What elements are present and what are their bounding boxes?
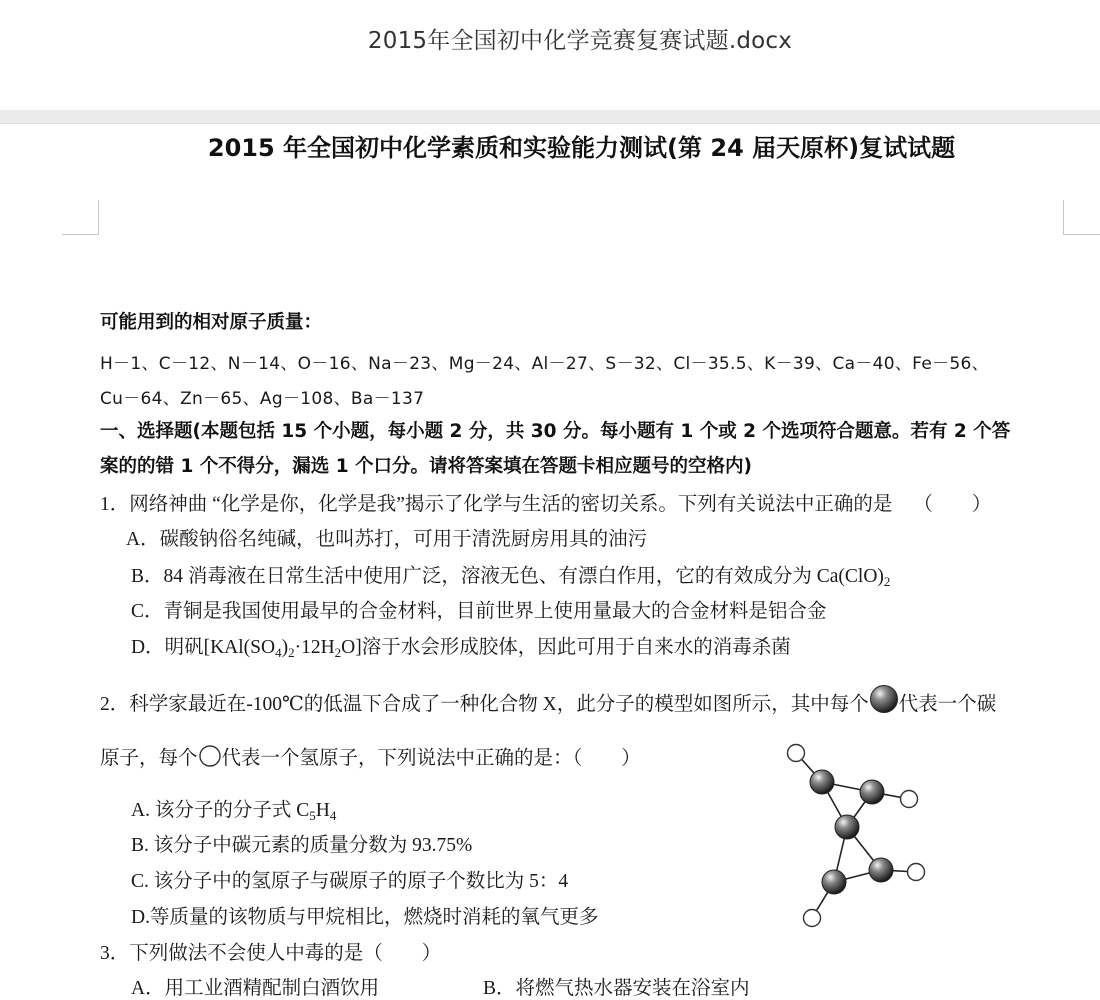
question-1-option-d bbox=[131, 631, 791, 661]
question-1-text: 1．网络神曲 “化学是你，化学是我”揭示了化学与生活的密切关系。下列有关说法中正确的是 bbox=[100, 494, 893, 515]
question-2-option-b: B. 该分子中碳元素的质量分数为 93.75% bbox=[131, 835, 473, 856]
carbon-atom-icon bbox=[860, 780, 884, 804]
question-1-option-d-sub-1: 4 bbox=[275, 645, 282, 660]
question-1-option-c: C．青铜是我国使用最早的合金材料，目前世界上使用量最大的合金材料是铝合金 bbox=[131, 601, 827, 622]
question-1-stem bbox=[100, 488, 991, 516]
hydrogen-atom-icon bbox=[908, 864, 925, 881]
question-1-option-a: A．碳酸钠俗名纯碱，也叫苏打，可用于清洗厨房用具的油污 bbox=[126, 529, 648, 550]
carbon-atom-icon bbox=[822, 870, 846, 894]
question-2-option-a bbox=[131, 794, 336, 824]
document-file-title: 2015年全国初中化学竞赛复赛试题.docx bbox=[367, 28, 793, 54]
hydrogen-atom-icon bbox=[901, 791, 918, 808]
atomic-masses-line-2: Cu－64、Zn－65、Ag－108、Ba－137 bbox=[100, 389, 425, 409]
atomic-mass-heading: 可能用到的相对原子质量： bbox=[100, 312, 323, 333]
question-2-line-2-part-2: 代表一个氢原子，下列说法中正确的是：（ ） bbox=[221, 748, 641, 769]
question-3-stem: 3．下列做法不会使人中毒的是（ ） bbox=[100, 943, 442, 964]
question-1-option-d-part-4: O]溶于水会形成胶体，因此可用于自来水的消毒杀菌 bbox=[341, 637, 791, 658]
page-divider bbox=[0, 110, 1100, 124]
hydrogen-atom-icon bbox=[804, 910, 821, 927]
section-1-instructions-line-1: 一、选择题(本题包括 15 个小题，每小题 2 分，共 30 分。每小题有 1 个或 2 个选项符合题意。若有 2 个答 bbox=[100, 421, 1011, 442]
question-2-option-d: D.等质量的该物质与甲烷相比，燃烧时消耗的氧气更多 bbox=[131, 907, 599, 928]
question-2-stem-part-2: 代表一个碳 bbox=[898, 694, 997, 715]
question-2-option-a-part-1: A. 该分子的分子式 C bbox=[131, 800, 310, 821]
hydrogen-atom-icon bbox=[198, 744, 222, 774]
question-1-option-d-sub-2: 2 bbox=[288, 645, 295, 660]
question-3-option-b: B．将燃气热水器安装在浴室内 bbox=[483, 978, 750, 999]
question-1-option-d-part-2: ) bbox=[281, 637, 289, 658]
title-bar bbox=[0, 0, 1100, 110]
question-1-answer-blank: （ ） bbox=[913, 494, 992, 515]
margin-corner-top-right bbox=[1063, 200, 1100, 235]
molecule-model-figure bbox=[780, 735, 940, 935]
carbon-atom-icon bbox=[810, 770, 834, 794]
question-2-option-a-sub-2: 4 bbox=[329, 808, 337, 823]
question-2-option-c: C. 该分子中的氢原子与碳原子的原子个数比为 5：4 bbox=[131, 871, 569, 892]
margin-corner-top-left bbox=[62, 200, 99, 235]
exam-title: 2015 年全国初中化学素质和实验能力测试(第 24 届天原杯)复试试题 bbox=[207, 134, 956, 162]
question-1-option-d-part-1: D．明矾[KAl(SO bbox=[131, 637, 276, 658]
question-1-option-b-text: B．84 消毒液在日常生活中使用广泛，溶液无色、有漂白作用，它的有效成分为 Ca(ClO) bbox=[131, 566, 884, 587]
question-2-option-a-part-2: H bbox=[315, 800, 330, 821]
question-2-option-a-sub-1: 5 bbox=[309, 808, 316, 823]
carbon-atom-icon bbox=[835, 815, 859, 839]
question-1-option-d-sub-3: 2 bbox=[334, 645, 342, 660]
question-1-option-b bbox=[131, 560, 890, 590]
question-2-line-2-part-1: 原子，每个 bbox=[100, 748, 198, 769]
carbon-atom-icon bbox=[869, 684, 899, 720]
question-3-option-a: A．用工业酒精配制白酒饮用 bbox=[131, 978, 380, 999]
section-1-instructions-line-2: 案的的错 1 个不得分，漏选 1 个口分。请将答案填在答题卡相应题号的空格内) bbox=[100, 456, 752, 477]
question-2-stem-line-1 bbox=[100, 684, 996, 720]
question-1-option-b-subscript: 2 bbox=[883, 574, 891, 589]
atomic-masses-line-1: H－1、C－12、N－14、O－16、Na－23、Mg－24、Al－27、S－32、Cl－35.5、K－39、Ca－40、Fe－56、 bbox=[100, 354, 989, 374]
hydrogen-atom-icon bbox=[788, 745, 805, 762]
question-2-stem-part-1: 2．科学家最近在-100℃的低温下合成了一种化合物 X，此分子的模型如图所示，其中每个 bbox=[100, 694, 869, 715]
carbon-atom-icon bbox=[869, 858, 893, 882]
question-1-option-d-part-3: ·12H bbox=[294, 637, 335, 658]
question-2-stem-line-2 bbox=[100, 742, 641, 774]
